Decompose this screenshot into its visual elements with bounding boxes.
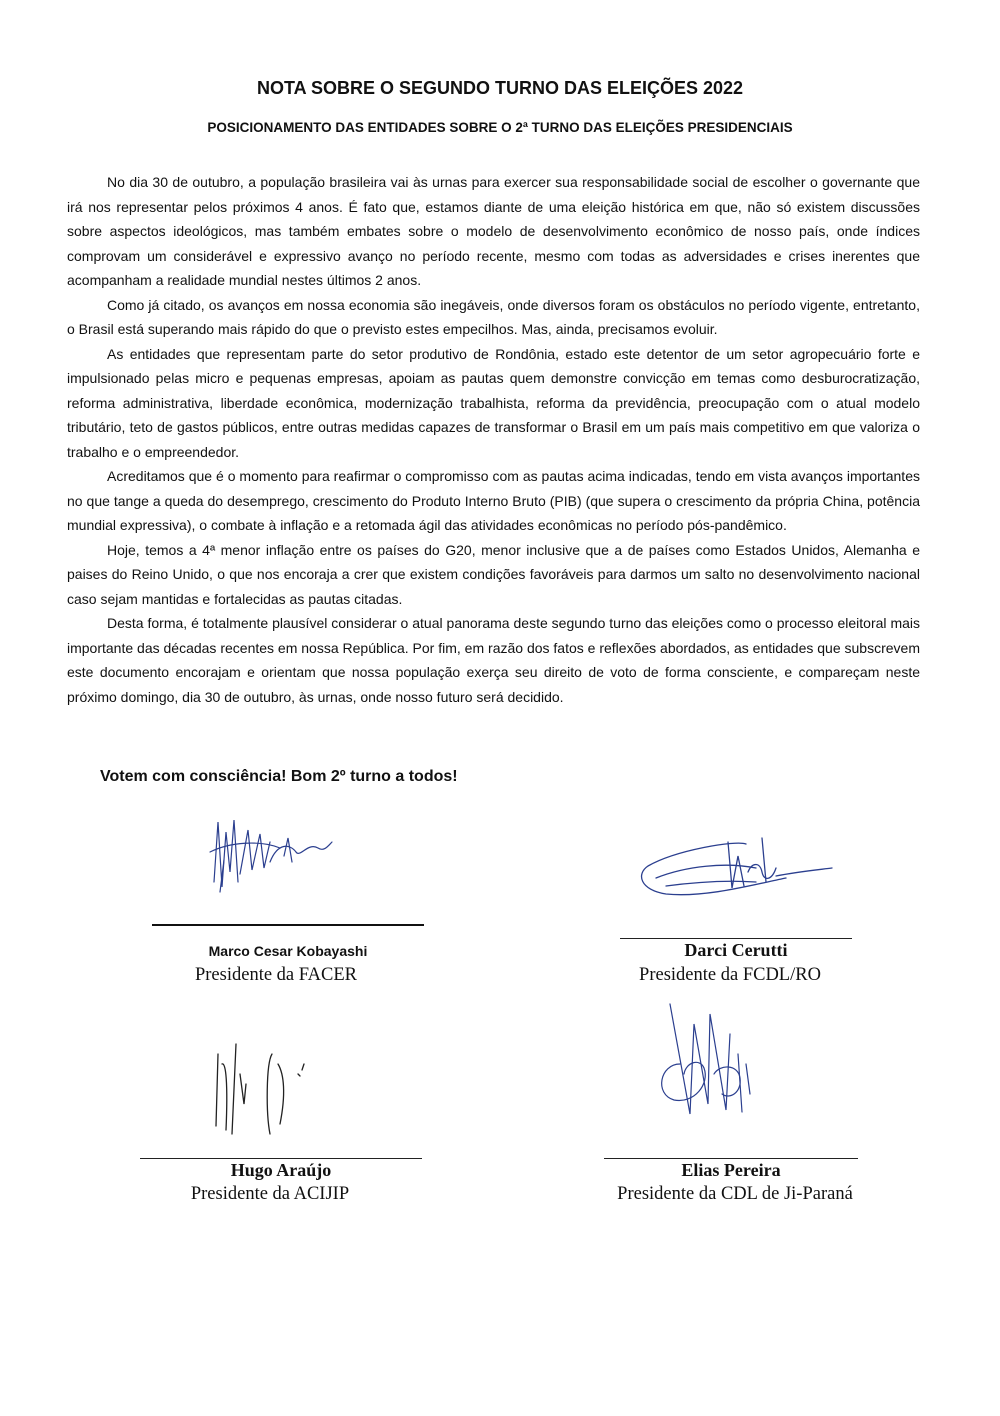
signature-line [140,1158,422,1159]
signatory-role: Presidente da FCDL/RO [639,965,821,985]
signature-araujo [206,1034,316,1144]
paragraph: As entidades que representam parte do setor produtivo de Rondônia, estado este detentor de um setor agropecuário forte e impulsionado pelas micro e pequenas empresas, apoiam as pautas quem demonstre convicção em temas como desburocratização, reforma administrativa, liberdade econômica, modernização trabalhista, reforma da previdência, preocupação com o atual modelo tributário, teto de gastos públicos, entre outras medidas capazes de transformar o Brasil em um país mais competitivo em que valoriza o trabalho e o empreendedor. [67,345,920,460]
signature-kobayashi [200,812,340,902]
signatory-name: Elias Pereira [681,1160,781,1180]
document-subtitle: POSICIONAMENTO DAS ENTIDADES SOBRE O 2ª TURNO DAS ELEIÇÕES PRESIDENCIAIS [207,120,793,135]
signatory-role: Presidente da ACIJIP [190,1184,350,1204]
signatory-name: Marco Cesar Kobayashi [208,943,368,959]
document-body [67,170,920,709]
signature-line [620,938,852,939]
paragraph: Desta forma, é totalmente plausível considerar o atual panorama deste segundo turno das eleições como o processo eleitoral mais importante das décadas recentes em nossa República. Por fim, em razão dos fatos e reflexões abordados, as entidades que subscrevem este documento encorajam e orientam que nossa população exerça seu direito de voto de forma consciente, e compareçam neste próximo domingo, dia 30 de outubro, às urnas, onde nosso futuro será decidido. [67,615,920,705]
closing-statement: Votem com consciência! Bom 2º turno a todos! [100,768,458,785]
paragraph: Hoje, temos a 4ª menor inflação entre os países do G20, menor inclusive que a de países como Estados Unidos, Alemanha e paises do Reino Unido, o que nos encoraja a crer que existem condições favoráveis para darmos um salto no desenvolvimento nacional caso sejam mantidas e fortalecidas as pautas citadas. [67,541,920,607]
paragraph: Acreditamos que é o momento para reafirmar o compromisso com as pautas acima indicadas, tendo em vista avanços importantes no que tange a queda do desemprego, crescimento do Produto Interno Bruto (PIB) (que supera o crescimento da própria China, potência mundial expressiva), o combate à inflação e a retomada ágil das atividades econômicas no período pós-pandêmico. [67,468,920,533]
signature-line [152,924,424,926]
signature-pereira [650,994,760,1124]
paragraph: Como já citado, os avanços em nossa economia são inegáveis, onde diversos foram os obstáculos no período vigente, entretanto, o Brasil está superando mais rápido do que o previsto estes empecilhos. Mas, ainda, precisamos evoluir. [67,296,920,337]
signature-cerutti [636,832,836,912]
signatory-role: Presidente da FACER [194,965,358,985]
signature-line [604,1158,858,1159]
signatory-role: Presidente da CDL de Ji-Paraná [617,1184,853,1204]
signatory-name: Darci Cerutti [684,940,788,960]
paragraph: No dia 30 de outubro, a população brasileira vai às urnas para exercer sua responsabilidade social de escolher o governante que irá nos representar pelos próximos 4 anos. É fato que, estamos diante de uma eleição histórica em que, não só existem discussões sobre aspectos ideológicos, mas também embates sobre o modelo de desenvolvimento econômico de nosso país, onde índices comprovam um considerável e expressivo avanço no período recente, mesmo com todas as adversidades e crises inerentes que acompanham a realidade mundial nestes últimos 2 anos. [67,174,920,288]
document-title: NOTA SOBRE O SEGUNDO TURNO DAS ELEIÇÕES 2022 [256,78,744,98]
signatory-name: Hugo Araújo [230,1160,332,1180]
